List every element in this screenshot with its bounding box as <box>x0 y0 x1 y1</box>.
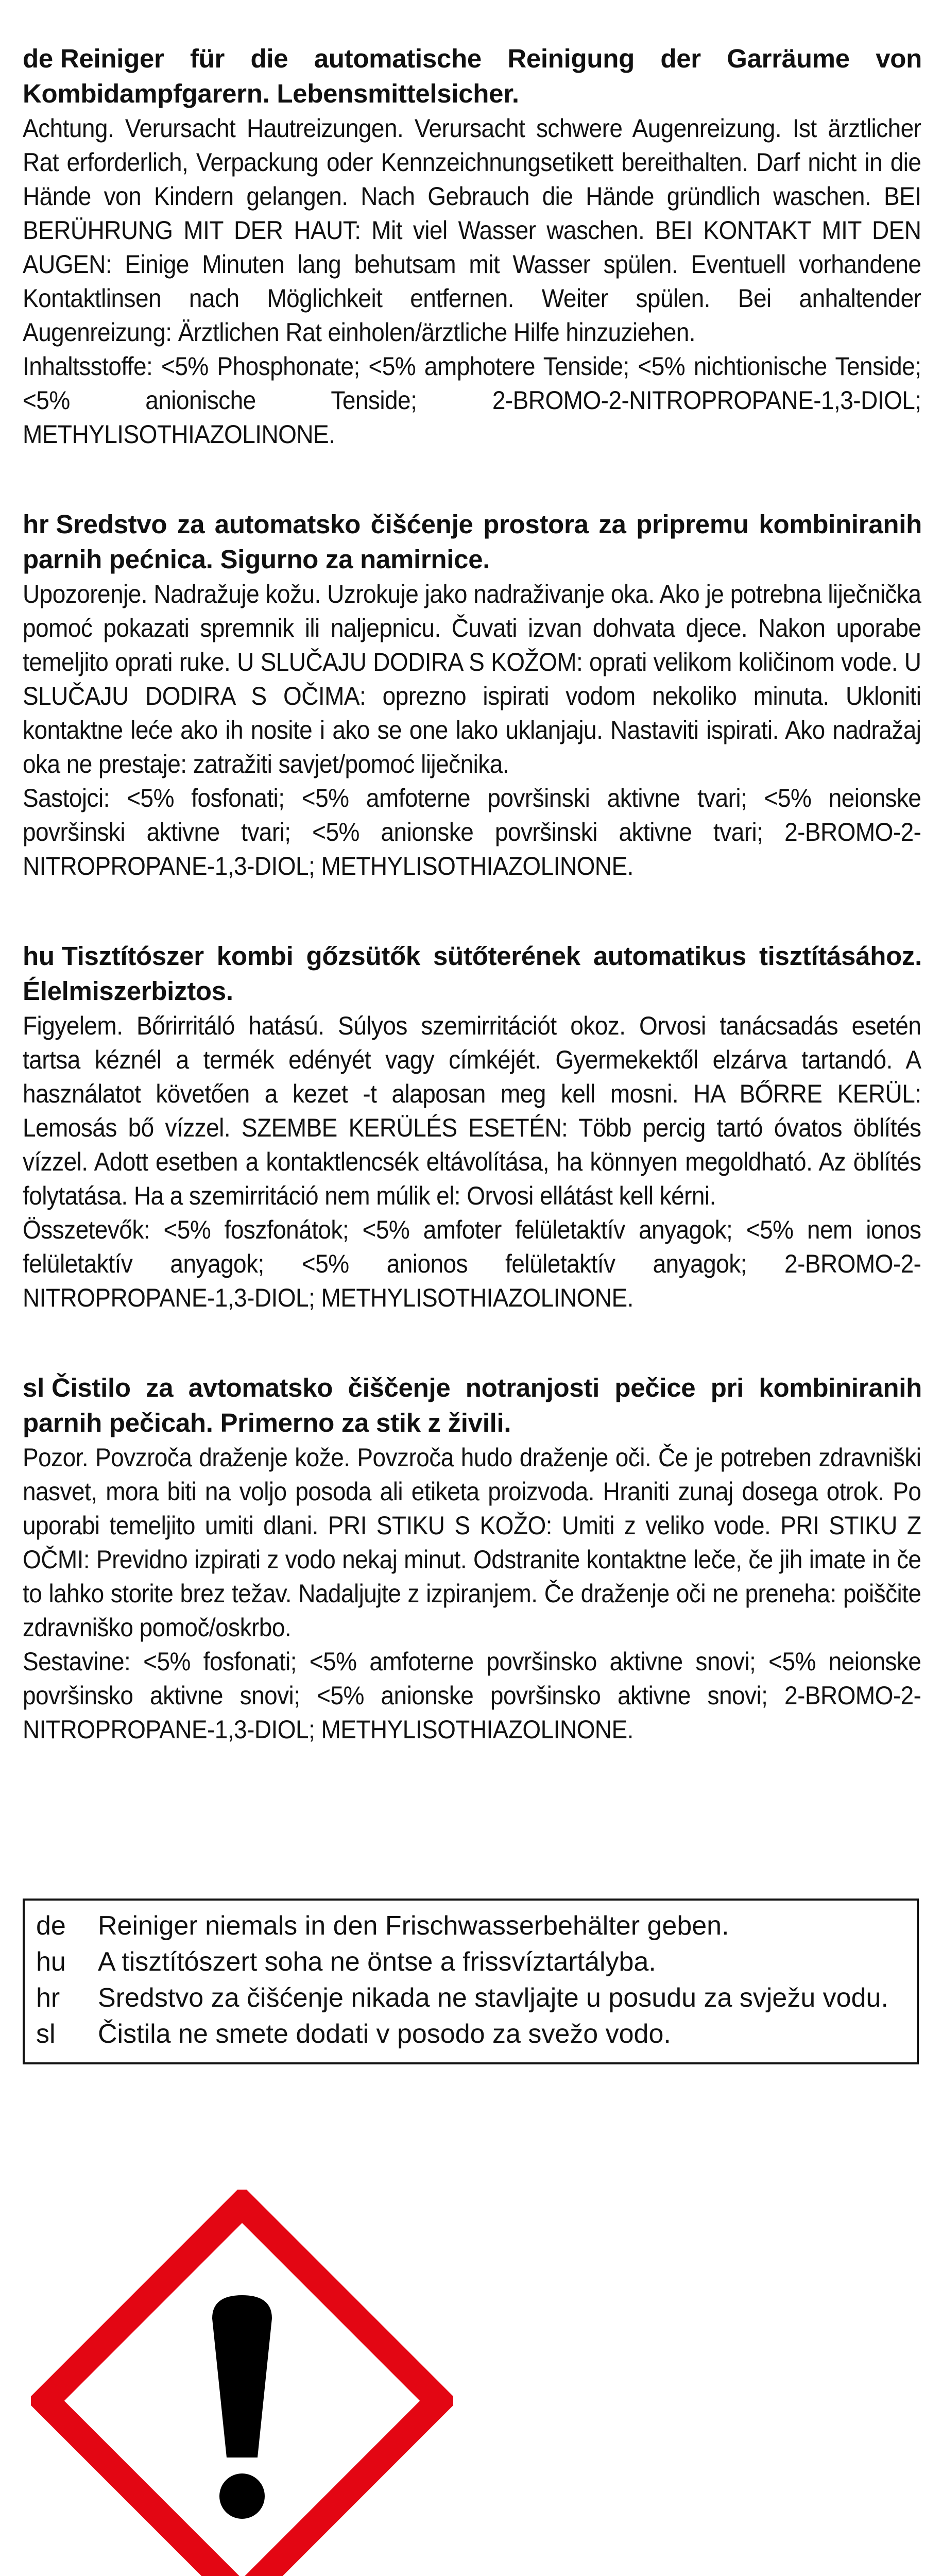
ingredients: Sastojci: <5% fosfonati; <5% amfoterne površinski aktivne tvari; <5% neionske površinski aktivne tvari; <5% anionske površinski aktivne tvari; 2-BROMO-2-NITROPROPANE-1,3-DIOL; METHYLISOTHIAZOLINONE. <box>23 784 921 880</box>
hazard-statements: Achtung. Verursacht Hautreizungen. Verursacht schwere Augenreizung. Ist ärztlicher Rat erforderlich, Verpackung oder Kennzeichnungsetikett bereithalten. Darf nicht in die Hände von Kindern gelangen. Nach Gebrauch die Hände gründlich waschen. BEI BERÜHRUNG MIT DER HAUT: Mit viel Wasser waschen. BEI KONTAKT MIT DEN AUGEN: Einige Minuten lang behutsam mit Wasser spülen. Eventuell vorhandene Kontaktlinsen nach Möglichkeit entfernen. Weiter spülen. Bei anhaltender Augenreizung: Ärztlichen Rat einholen/ärztliche Hilfe hinzuziehen. <box>23 114 921 347</box>
hazard-statements: Figyelem. Bőrirritáló hatású. Súlyos szemirritációt okoz. Orvosi tanácsadás esetén tartsa kéznél a termék edényét vagy címkéjét. Gyermekektől elzárva tartandó. A használatot követően a kezet -t alaposan meg kell mosni. HA BŐRRE KERÜL: Lemosás bő vízzel. SZEMBE KERÜLÉS ESETÉN: Több percig tartó óvatos öblítés vízzel. Adott esetben a kontaktlencsék eltávolítása, ha könnyen megoldható. Az öblítés folytatása. Ha a szemirritáció nem múlik el: Orvosi ellátást kell kérni. <box>23 1011 921 1210</box>
warning-text: Reiniger niemals in den Frischwasserbehälter geben. <box>98 1911 729 1941</box>
warning-text: Čistila ne smete dodati v posodo za svežo vodo. <box>98 2019 671 2049</box>
heading-text: Čistilo za avtomatsko čiščenje notranjosti pečice pri kombiniranih parnih pečicah. Primerno za stik z živili. <box>23 1373 922 1437</box>
warning-row <box>36 1908 905 1944</box>
section-heading <box>23 41 922 111</box>
ghs07-exclamation-mark-icon <box>31 2190 453 2576</box>
language-code: hr <box>36 1983 60 2013</box>
section-body <box>23 577 921 883</box>
hazard-statements: Upozorenje. Nadražuje kožu. Uzrokuje jako nadraživanje oka. Ako je potrebna liječnička pomoć pokazati spremnik ili naljepnicu. Čuvati izvan dohvata djece. Nakon uporabe temeljito oprati ruke. U SLUČAJU DODIRA S KOŽOM: oprati velikom količinom vode. U SLUČAJU DODIRA S OČIMA: oprezno ispirati vodom nekoliko minuta. Ukloniti kontaktne leće ako ih nosite i ako se one lako uklanjaju. Nastaviti ispirati. Ako nadražaj oka ne prestaje: zatražiti savjet/pomoć liječnika. <box>23 580 921 778</box>
section-heading <box>23 507 922 577</box>
language-code: de <box>36 1911 66 1941</box>
language-code: sl <box>23 1373 44 1402</box>
heading-text: Sredstvo za automatsko čišćenje prostora za pripremu kombiniranih parnih pećnica. Sigurno za namirnice. <box>23 510 922 574</box>
warning-row <box>36 1980 905 2016</box>
warning-text: A tisztítószert soha ne öntse a frissvíztartályba. <box>98 1947 656 1977</box>
warning-row <box>36 2016 905 2052</box>
language-code: hr <box>23 510 49 539</box>
heading-text: Tisztítószer kombi gőzsütők sütőterének automatikus tisztításához. Élelmiszerbiztos. <box>23 941 922 1006</box>
warning-row <box>36 1944 905 1980</box>
ingredients: Inhaltsstoffe: <5% Phosphonate; <5% amphotere Tenside; <5% nichtionische Tenside; <5% anionische Tenside; 2-BROMO-2-NITROPROPANE-1,3-DIOL; METHYLISOTHIAZOLINONE. <box>23 352 921 449</box>
section-heading <box>23 1370 922 1440</box>
section-body <box>23 1009 921 1315</box>
section-body <box>23 1440 921 1747</box>
section-sl <box>23 1370 922 1747</box>
language-code: hu <box>36 1947 66 1977</box>
section-hr <box>23 507 922 883</box>
heading-text: Reiniger für die automatische Reinigung der Garräume von Kombidampfgarern. Lebensmittelsicher. <box>23 44 922 108</box>
section-heading <box>23 939 922 1009</box>
ingredients: Sestavine: <5% fosfonati; <5% amfoterne površinsko aktivne snovi; <5% neionske površinsko aktivne snovi; <5% anionske površinsko aktivne snovi; 2-BROMO-2-NITROPROPANE-1,3-DIOL; METHYLISOTHIAZOLINONE. <box>23 1647 921 1744</box>
label-text <box>23 41 922 1802</box>
section-body <box>23 111 921 451</box>
language-code: sl <box>36 2019 56 2049</box>
ingredients: Összetevők: <5% foszfonátok; <5% amfoter felületaktív anyagok; <5% nem ionos felületaktív anyagok; <5% anionos felületaktív anyagok; 2-BROMO-2-NITROPROPANE-1,3-DIOL; METHYLISOTHIAZOLINONE. <box>23 1215 921 1312</box>
language-code: hu <box>23 941 55 971</box>
warning-text: Sredstvo za čišćenje nikada ne stavljajte u posudu za svježu vodu. <box>98 1983 888 2013</box>
language-code: de <box>23 44 53 73</box>
fresh-water-warning-box <box>23 1899 919 2064</box>
hazard-statements: Pozor. Povzroča draženje kože. Povzroča hudo draženje oči. Če je potreben zdravniški nasvet, mora biti na voljo posoda ali etiketa proizvoda. Hraniti zunaj dosega otrok. Po uporabi temeljito umiti dlani. PRI STIKU S KOŽO: Umiti z veliko vode. PRI STIKU Z OČMI: Previdno izpirati z vodo nekaj minut. Odstranite kontaktne leče, če jih imate in če to lahko storite brez težav. Nadaljujte z izpiranjem. Če draženje oči ne preneha: poiščite zdravniško pomoč/oskrbo. <box>23 1443 921 1642</box>
section-hu <box>23 939 922 1315</box>
section-de <box>23 41 922 451</box>
